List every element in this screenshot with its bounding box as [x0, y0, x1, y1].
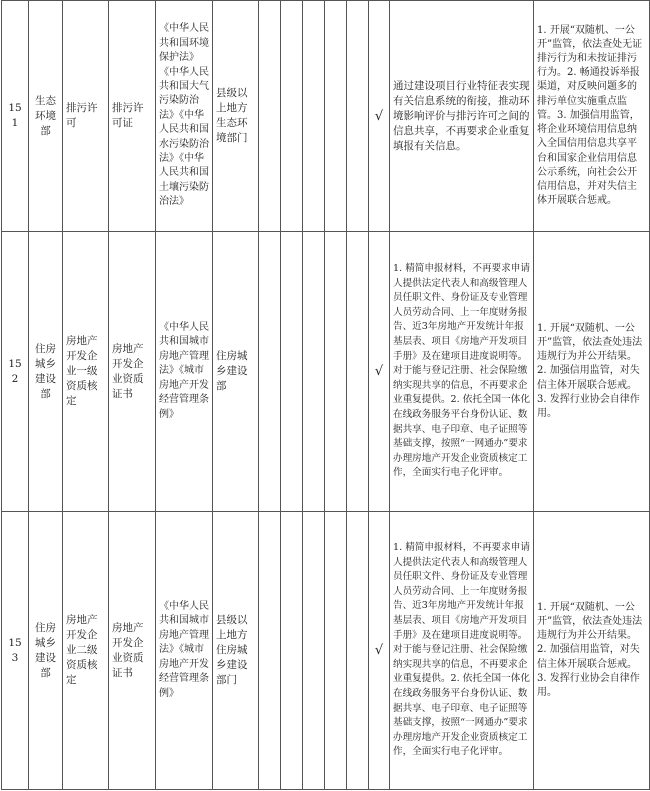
empty-cell [303, 1, 325, 232]
department: 生态环境部 [29, 1, 63, 232]
empty-cell [259, 1, 281, 232]
approval-authority: 县级以上地方生态环境部门 [213, 1, 259, 232]
check-mark: √ [369, 512, 390, 790]
reform-measures: 1. 精简申报材料，不再要求申请人提供法定代表人和高级管理人员任职文件、身份证及专业管理人员劳动合同、上一年度财务报告、近3年房地产开发统计年报基层表、项目《房地产开发项目手册》及在建项目进度说明等。对于能与登记注册、社会保险缴纳实现共享的信息，不再要求企业重复提供。2. 依托全国一体化在线政务服务平台身份认证、数据共享、电子印章、电子证照等基础支撑，按照“一网通办”要求办理房地产开发企业资质核定工作，全面实行电子化评审。 [390, 512, 534, 790]
row-number: 151 [2, 1, 29, 232]
empty-cell [325, 1, 347, 232]
item-name: 房地产开发企业一级资质核定 [63, 232, 109, 512]
check-mark: √ [369, 232, 390, 512]
row-number: 153 [2, 512, 29, 790]
empty-cell [347, 512, 369, 790]
table-row [2, 1, 650, 232]
table-row [2, 512, 650, 790]
department: 住房城乡建设部 [29, 232, 63, 512]
row-number: 152 [2, 232, 29, 512]
reform-measures: 通过建设项目行业特征表实现有关信息系统的衔接，推动环境影响评价与排污许可之间的信息共享，不再要求企业重复填报有关信息。 [390, 1, 534, 232]
empty-cell [259, 512, 281, 790]
approval-authority: 县级以上地方住房城乡建设部门 [213, 512, 259, 790]
empty-cell [281, 232, 303, 512]
empty-cell [281, 1, 303, 232]
empty-cell [347, 1, 369, 232]
table-row [2, 232, 650, 512]
certificate-name: 房地产开发企业资质证书 [109, 512, 156, 790]
empty-cell [259, 232, 281, 512]
legal-basis: 《中华人民共和国城市房地产管理法》《城市房地产开发经营管理条例》 [156, 232, 213, 512]
check-mark: √ [369, 1, 390, 232]
legal-basis: 《中华人民共和国城市房地产管理法》《城市房地产开发经营管理条例》 [156, 512, 213, 790]
empty-cell [303, 232, 325, 512]
empty-cell [347, 232, 369, 512]
approval-authority: 住房城乡建设部 [213, 232, 259, 512]
department: 住房城乡建设部 [29, 512, 63, 790]
item-name: 房地产开发企业二级资质核定 [63, 512, 109, 790]
reform-items-table [1, 0, 650, 790]
empty-cell [281, 512, 303, 790]
reform-measures: 1. 精简申报材料，不再要求申请人提供法定代表人和高级管理人员任职文件、身份证及专业管理人员劳动合同、上一年度财务报告、近3年房地产开发统计年报基层表、项目《房地产开发项目手册》及在建项目进度说明等。对于能与登记注册、社会保险缴纳实现共享的信息，不再要求企业重复提供。2. 依托全国一体化在线政务服务平台身份认证、数据共享、电子印章、电子证照等基础支撑，按照“一网通办”要求办理房地产开发企业资质核定工作，全面实行电子化评审。 [390, 232, 534, 512]
legal-basis: 《中华人民共和国环境保护法》《中华人民共和国大气污染防治法》《中华人民共和国水污染防治法》《中华人民共和国土壤污染防治法》 [156, 1, 213, 232]
empty-cell [325, 232, 347, 512]
certificate-name: 房地产开发企业资质证书 [109, 232, 156, 512]
empty-cell [325, 512, 347, 790]
supervision-measures: 1. 开展“双随机、一公开”监管，依法查处违法违规行为并公开结果。2. 加强信用监管，对失信主体开展联合惩戒。3. 发挥行业协会自律作用。 [534, 232, 650, 512]
certificate-name: 排污许可证 [109, 1, 156, 232]
supervision-measures: 1. 开展“双随机、一公开”监管，依法查处违法违规行为并公开结果。2. 加强信用监管，对失信主体开展联合惩戒。3. 发挥行业协会自律作用。 [534, 512, 650, 790]
item-name: 排污许可 [63, 1, 109, 232]
empty-cell [303, 512, 325, 790]
supervision-measures: 1. 开展“双随机、一公开”监管，依法查处无证排污行为和未按证排污行为。2. 畅通投诉举报渠道，对反映问题多的排污单位实施重点监管。3. 加强信用监管，将企业环境信用信息纳入全国信用信息共享平台和国家企业信用信息公示系统，向社会公开信用信息，并对失信主体开展联合惩戒。 [534, 1, 650, 232]
